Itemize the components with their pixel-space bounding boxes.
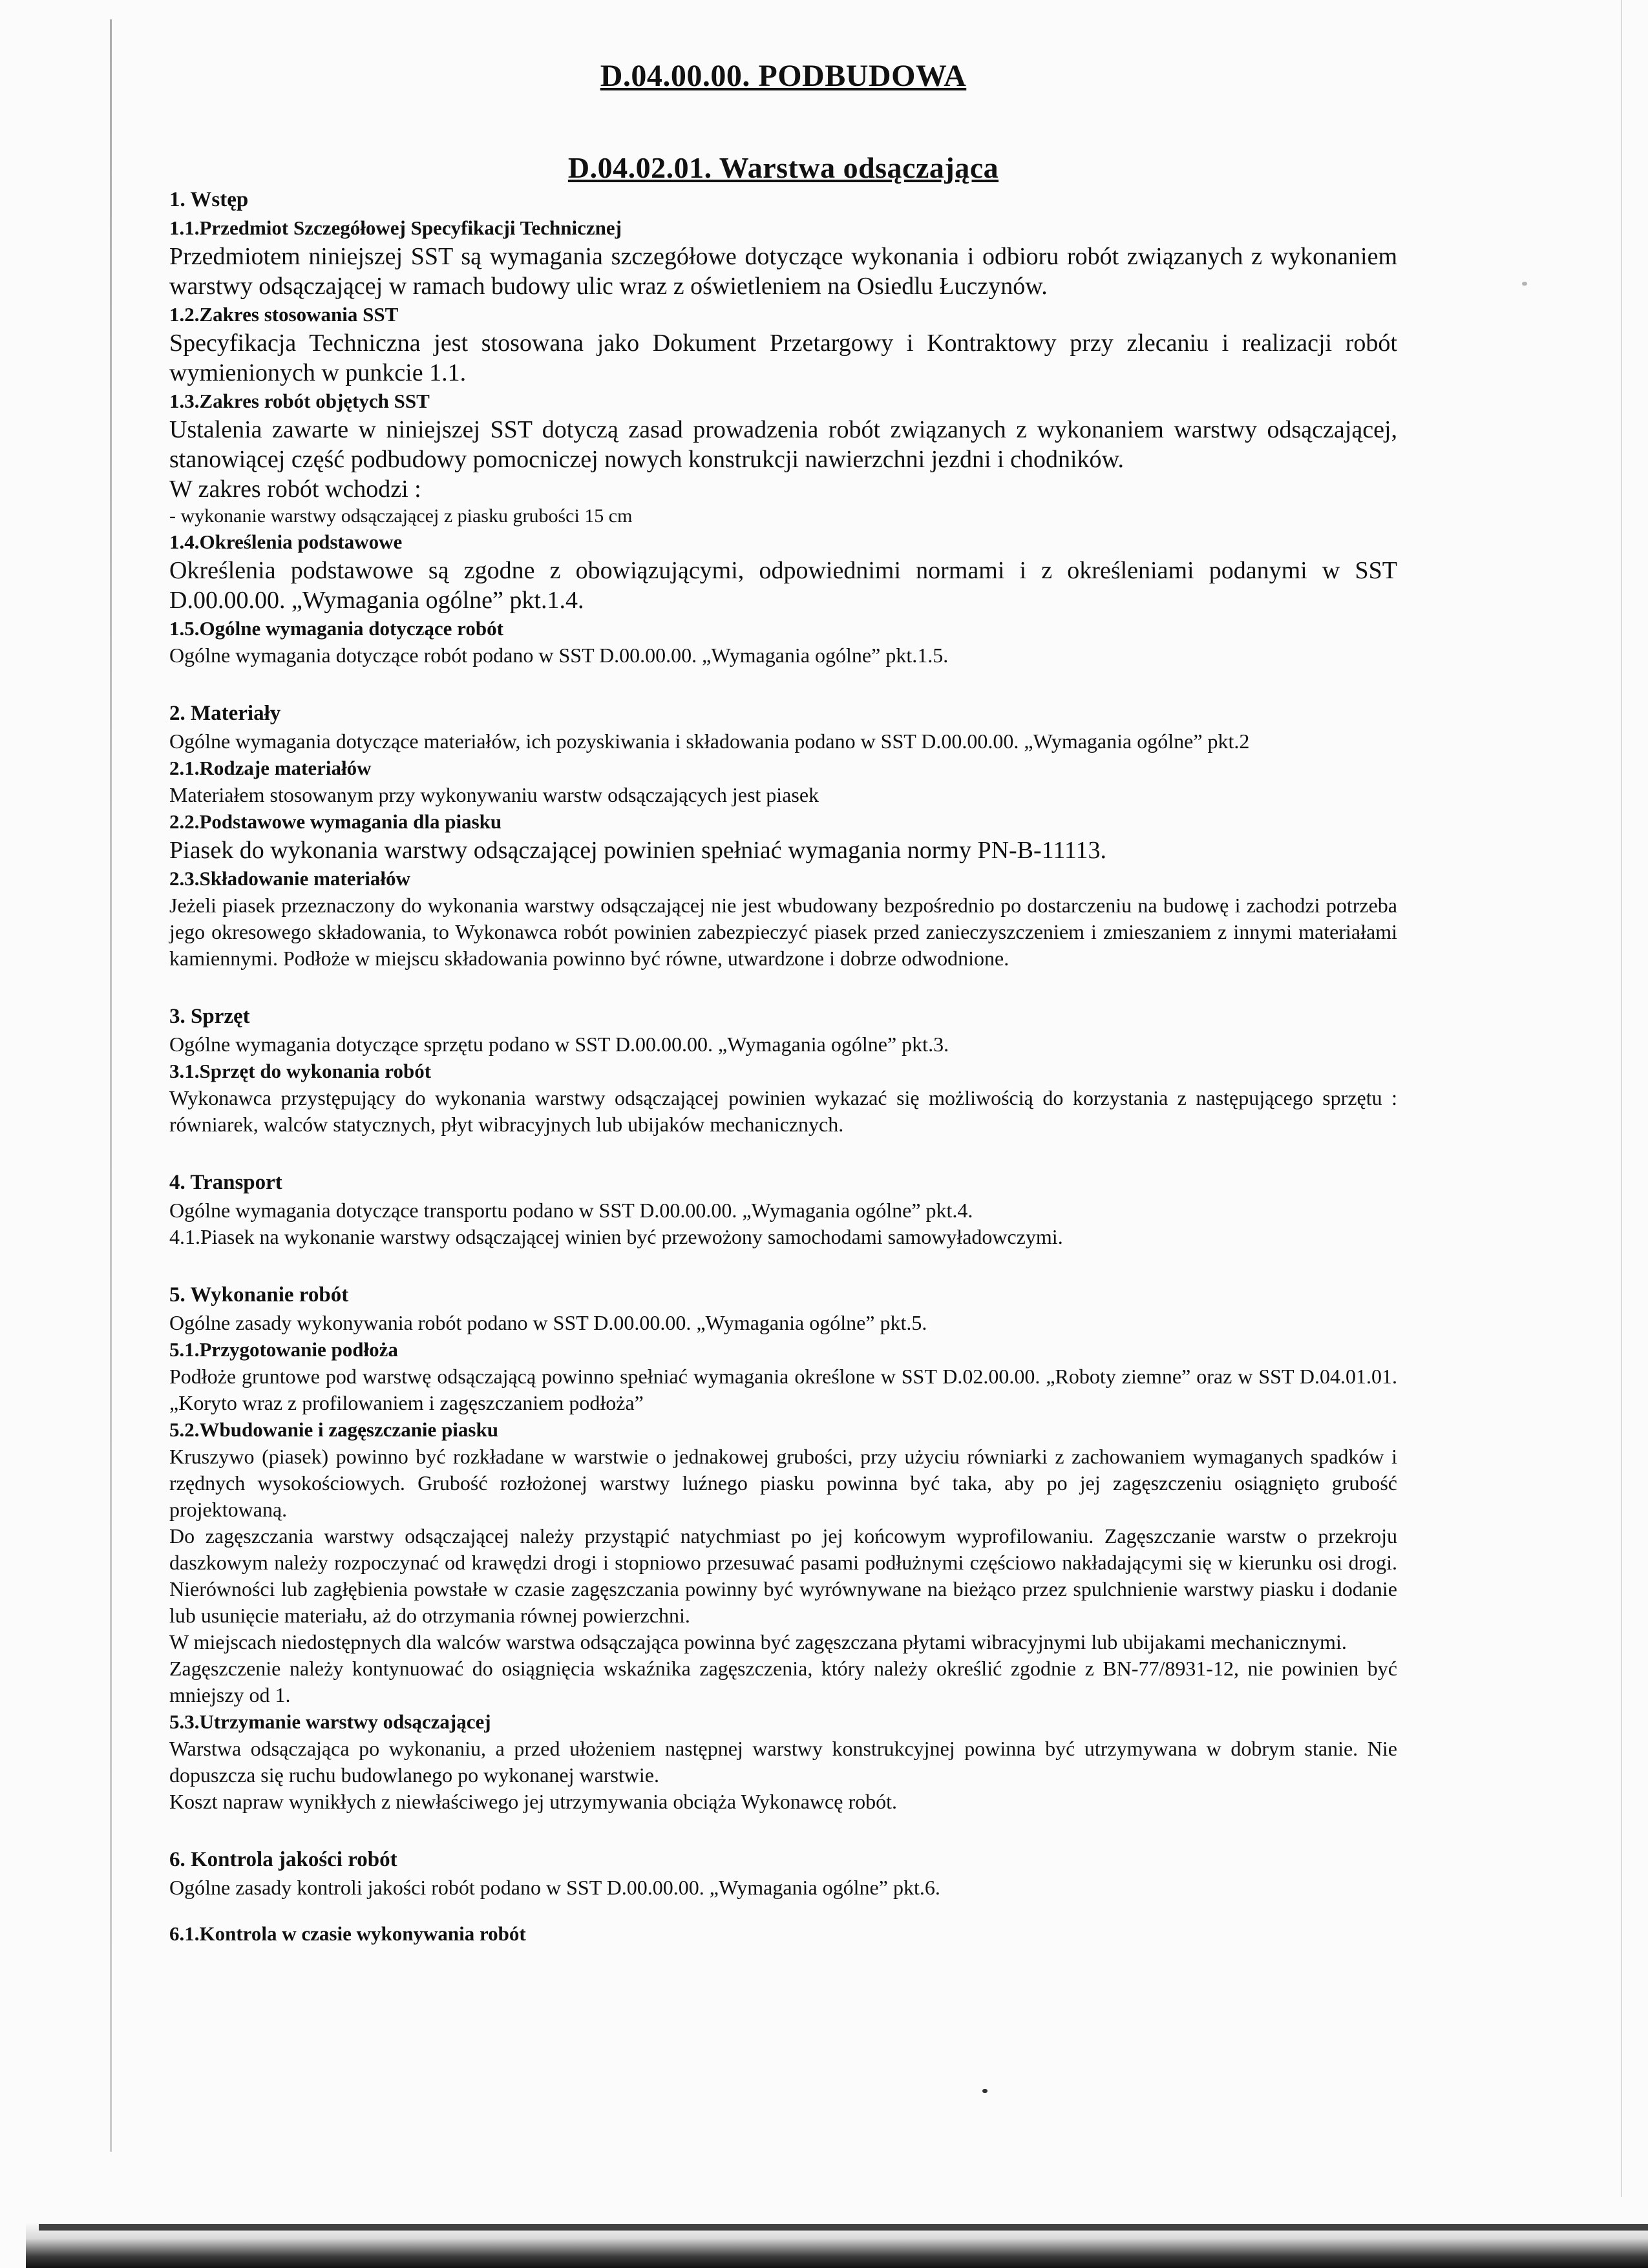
section-heading: 4. Transport xyxy=(169,1171,282,1194)
section-heading: 2. Materiały xyxy=(169,702,281,725)
subsection-heading: 3.1.Sprzęt do wykonania robót xyxy=(169,1060,432,1082)
subsection-heading: 1.3.Zakres robót objętych SST xyxy=(169,390,430,412)
paragraph: Do zagęszczania warstwy odsączającej należy przystąpić natychmiast po jej końcowym wyprofilowaniu. Zagęszczanie warstw o przekroju daszkowym należy rozpoczynać od krawędzi drogi i stopniowo przesuwać pasami podłużnymi częściowo nakładającymi się w kierunku osi drogi. Nierówności lub zagłębienia powstałe w czasie zagęszczania powinny być wyrównywane na bieżąco przez spulchnienie warstwy piasku i dodanie lub usunięcie materiału, aż do otrzymania równej powierzchni. xyxy=(169,1524,1397,1627)
paragraph: Specyfikacja Techniczna jest stosowana jako Dokument Przetargowy i Kontraktowy przy zlecaniu i realizacji robót wymienionych w punkcie 1.1. xyxy=(169,330,1397,386)
subsection-heading: 1.5.Ogólne wymagania dotyczące robót xyxy=(169,617,503,640)
subsection-heading: 2.1.Rodzaje materiałów xyxy=(169,757,372,779)
paragraph: W zakres robót wchodzi : xyxy=(169,476,421,503)
paragraph: Ogólne wymagania dotyczące transportu podano w SST D.00.00.00. „Wymagania ogólne” pkt.4. xyxy=(169,1199,973,1222)
subsection-heading: 1.4.Określenia podstawowe xyxy=(169,530,403,553)
paragraph: Ogólne wymagania dotyczące materiałów, ich pozyskiwania i składowania podano w SST D.00.00.00. „Wymagania ogólne” pkt.2 xyxy=(169,730,1250,753)
subsection-heading: 1.1.Przedmiot Szczegółowej Specyfikacji Technicznej xyxy=(169,216,622,239)
paragraph: Jeżeli piasek przeznaczony do wykonania warstwy odsączającej nie jest wbudowany bezpośrednio po dostarczeniu na budowę i zachodzi potrzeba jego okresowego składowania, to Wykonawca robót powinien zabezpieczyć piasek przed zanieczyszczeniem i zmieszaniem z innymi materiałami kamiennymi. Podłoże w miejscu składowania powinno być równe, utwardzone i dobrze odwodnione. xyxy=(169,894,1397,970)
scan-speck xyxy=(982,2089,988,2093)
paragraph: Piasek do wykonania warstwy odsączającej powinien spełniać wymagania normy PN-B-11113. xyxy=(169,837,1106,864)
paragraph: W miejscach niedostępnych dla walców warstwa odsączająca powinna być zagęszczana płytami wibracyjnymi lub ubijakami mechanicznymi. xyxy=(169,1630,1347,1654)
paragraph: Zagęszczenie należy kontynuować do osiągnięcia wskaźnika zagęszczenia, który należy określić zgodnie z BN-77/8931-12, nie powinien być mniejszy od 1. xyxy=(169,1657,1397,1706)
paragraph: Podłoże gruntowe pod warstwę odsączającą powinno spełniać wymagania określone w SST D.02.00.00. „Roboty ziemne” oraz w SST D.04.01.01. „Koryto wraz z profilowaniem i zagęszczaniem podłoża” xyxy=(169,1365,1397,1414)
section-heading: 1. Wstęp xyxy=(169,188,249,211)
paragraph: 4.1.Piasek na wykonanie warstwy odsączającej winien być przewożony samochodami samowyładowczymi. xyxy=(169,1225,1063,1248)
paragraph: Przedmiotem niniejszej SST są wymagania szczegółowe dotyczące wykonania i odbioru robót związanych z wykonaniem warstwy odsączającej w ramach budowy ulic wraz z oświetleniem na Osiedlu Łuczynów. xyxy=(169,243,1397,300)
section-heading: 5. Wykonanie robót xyxy=(169,1283,349,1307)
section-heading: 3. Sprzęt xyxy=(169,1005,250,1028)
scan-right-edge xyxy=(1621,0,1622,2197)
subsection-heading: 2.3.Składowanie materiałów xyxy=(169,867,410,890)
document-title: D.04.00.00. PODBUDOWA xyxy=(600,59,967,93)
paragraph: Ogólne zasady wykonywania robót podano w SST D.00.00.00. „Wymagania ogólne” pkt.5. xyxy=(169,1311,927,1334)
paragraph: Wykonawca przystępujący do wykonania warstwy odsączającej powinien wykazać się możliwością do korzystania z następującego sprzętu : równiarek, walców statycznych, płyt wibracyjnych lub ubijaków mechanicznych. xyxy=(169,1086,1397,1136)
paragraph: Ustalenia zawarte w niniejszej SST dotyczą zasad prowadzenia robót związanych z wykonaniem warstwy odsączającej, stanowiącej część podbudowy pomocniczej nowych konstrukcji nawierzchni jezdni i chodników. xyxy=(169,416,1397,473)
subsection-heading: 5.1.Przygotowanie podłoża xyxy=(169,1338,398,1361)
subsection-heading: 6.1.Kontrola w czasie wykonywania robót xyxy=(169,1922,526,1945)
paragraph: Ogólne wymagania dotyczące sprzętu podano w SST D.00.00.00. „Wymagania ogólne” pkt.3. xyxy=(169,1033,949,1056)
scan-left-edge xyxy=(110,19,112,2152)
paragraph: Ogólne wymagania dotyczące robót podano w SST D.00.00.00. „Wymagania ogólne” pkt.1.5. xyxy=(169,644,949,667)
subsection-heading: 1.2.Zakres stosowania SST xyxy=(169,303,399,326)
paragraph: Określenia podstawowe są zgodne z obowiązującymi, odpowiednimi normami i z określeniami podanymi w SST D.00.00.00. „Wymagania ogólne” pkt.1.4. xyxy=(169,557,1397,614)
paragraph: Warstwa odsączająca po wykonaniu, a przed ułożeniem następnej warstwy konstrukcyjnej powinna być utrzymywana w dobrym stanie. Nie dopuszcza się ruchu budowlanego po wykonanej warstwie. xyxy=(169,1737,1397,1787)
document-page xyxy=(169,52,1397,1948)
document-subtitle: D.04.02.01. Warstwa odsączająca xyxy=(567,151,999,184)
paragraph: Koszt napraw wynikłych z niewłaściwego jej utrzymywania obciąża Wykonawcę robót. xyxy=(169,1790,897,1813)
paragraph: Ogólne zasady kontroli jakości robót podano w SST D.00.00.00. „Wymagania ogólne” pkt.6. xyxy=(169,1876,940,1899)
document-body xyxy=(169,185,1397,1948)
section-heading: 6. Kontrola jakości robót xyxy=(169,1848,397,1871)
scan-speck xyxy=(1522,282,1527,286)
subsection-heading: 5.2.Wbudowanie i zagęszczanie piasku xyxy=(169,1418,498,1441)
paragraph: Materiałem stosowanym przy wykonywaniu warstw odsączających jest piasek xyxy=(169,783,819,806)
list-item: - wykonanie warstwy odsączającej z piasku grubości 15 cm xyxy=(169,505,633,527)
subsection-heading: 5.3.Utrzymanie warstwy odsączającej xyxy=(169,1710,491,1733)
subsection-heading: 2.2.Podstawowe wymagania dla piasku xyxy=(169,810,502,833)
scan-bottom-bar xyxy=(39,2224,1648,2231)
paragraph: Kruszywo (piasek) powinno być rozkładane w warstwie o jednakowej grubości, przy użyciu równiarki z zachowaniem wymaganych spadków i rzędnych wysokościowych. Grubość rozłożonej warstwy luźnego piasku powinna być taka, aby po jej zagęszczeniu osiągnięto grubość projektowaną. xyxy=(169,1445,1397,1521)
